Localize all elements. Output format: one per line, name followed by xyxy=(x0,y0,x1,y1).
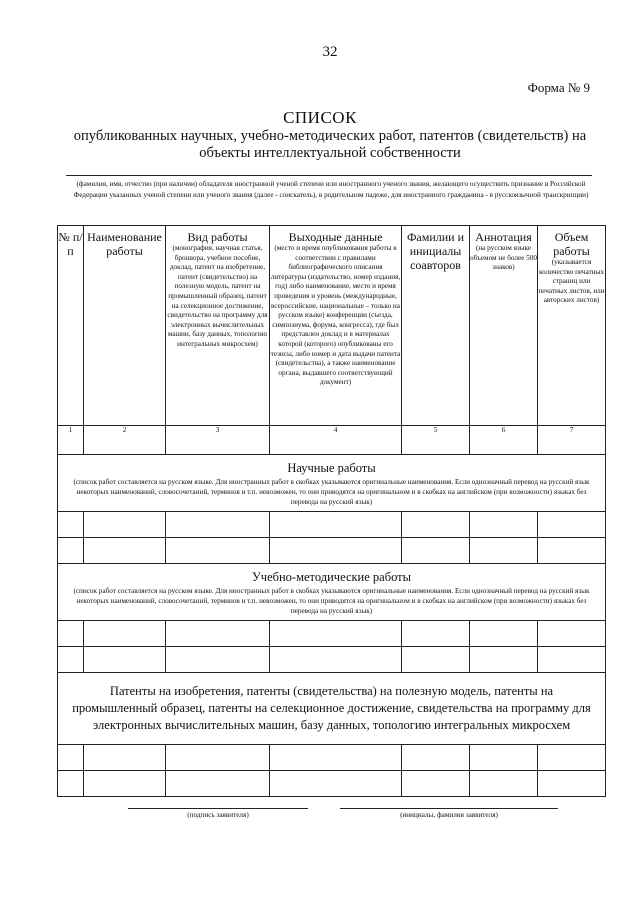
page-number: 32 xyxy=(322,44,338,60)
applicant-note: (фамилия, имя, отчество (при наличии) обладателя иностранной ученой степени или иностранного ученого звания, желающего осуществить признание в Российской Федерации указанных ученой степени или ученого звания (далее - соискатель), в родительном падеже, для иностранного гражданина - в русскоязычной транскрипции) xyxy=(73,180,589,199)
col-header-4: Выходные данные (место и время опубликования работы в соответствии с правилами библиографического описания литературы (издательство, номер издания, год) либо наименование, место и время проведения и уровень (международные, всероссийские, национальные – только на русском языке) конференции (съезда, симпозиума, форума, конгресса), где был представлен доклад и в материалах которой (которого) опубликованы его тезисы, либо номер и дата выдачи патента (свидетельства), а также наименование органа, выдавшего соответствующий документ) xyxy=(270,226,402,426)
column-number: 2 xyxy=(84,426,166,455)
table-header-row xyxy=(58,226,606,426)
signature-label: (подпись заявителя) xyxy=(187,811,249,819)
column-number-row xyxy=(58,426,606,455)
column-number: 6 xyxy=(470,426,538,455)
name-label: (инициалы, фамилия заявителя) xyxy=(400,811,498,819)
column-number: 1 xyxy=(58,426,84,455)
col-header-6: Аннотация (на русском языке объемом не более 500 знаков) xyxy=(470,226,538,426)
form-label: Форма № 9 xyxy=(527,80,590,95)
section-title: Учебно-методические работы xyxy=(251,570,412,584)
col-header-1: № п/п xyxy=(58,226,84,426)
section-note: (список работ составляется на русском языке. Для иностранных работ в скобках указываются оригинальные наименования. Если однозначный перевод на русский язык некоторых наименований, словосочетаний, терминов и т.п. невозможен, то они приводятся на оригинальном и в скобках на английском (при возможности) языках без перевода на русский язык) xyxy=(73,587,590,615)
section-methodical xyxy=(58,564,606,621)
table-row xyxy=(58,647,606,673)
table-row xyxy=(58,745,606,771)
document-title: СПИСОК xyxy=(283,108,357,127)
column-number: 5 xyxy=(402,426,470,455)
section-title: Патенты на изобретения, патенты (свидетельства) на полезную модель, патенты на промышленный образец, патенты на селекционное достижение, свидетельства на программу для электронных вычислительных машин, базу данных, топологию интегральных микросхем xyxy=(72,684,591,732)
signature-line xyxy=(128,808,308,809)
applicant-name-line xyxy=(66,175,592,176)
document-subtitle: опубликованных научных, учебно-методических работ, патентов (свидетельств) на объекты интеллектуальной собственности xyxy=(73,128,587,161)
col-header-2: Наименование работы xyxy=(84,226,166,426)
section-patents xyxy=(58,673,606,745)
name-line xyxy=(340,808,558,809)
column-number: 3 xyxy=(166,426,270,455)
col-header-3: Вид работы (монография, научная статья, брошюра, учебное пособие, доклад, патент на изобретение, патент (свидетельство) на полезную модель, патент на промышленный образец, патент на селекционное достижение, свидетельство на программу для электронных вычислительных машин, базу данных, топологию интегральных микросхем) xyxy=(166,226,270,426)
works-table xyxy=(57,225,606,797)
table-row xyxy=(58,538,606,564)
column-number: 4 xyxy=(270,426,402,455)
section-title: Научные работы xyxy=(287,461,376,475)
table-row xyxy=(58,621,606,647)
col-header-7: Объем работы (указывается количество печатных страниц или печатных листов, или авторских листов) xyxy=(538,226,606,426)
col-header-5: Фамилии и инициалы соавторов xyxy=(402,226,470,426)
column-number: 7 xyxy=(538,426,606,455)
section-scientific xyxy=(58,455,606,512)
table-row xyxy=(58,771,606,797)
table-row xyxy=(58,512,606,538)
section-note: (список работ составляется на русском языке. Для иностранных работ в скобках указываются оригинальные наименования. Если однозначный перевод на русский язык некоторых наименований, словосочетаний, терминов и т.п. невозможен, то они приводятся на оригинальном и в скобках на английском (при возможности) языках без перевода на русский язык) xyxy=(73,478,590,506)
